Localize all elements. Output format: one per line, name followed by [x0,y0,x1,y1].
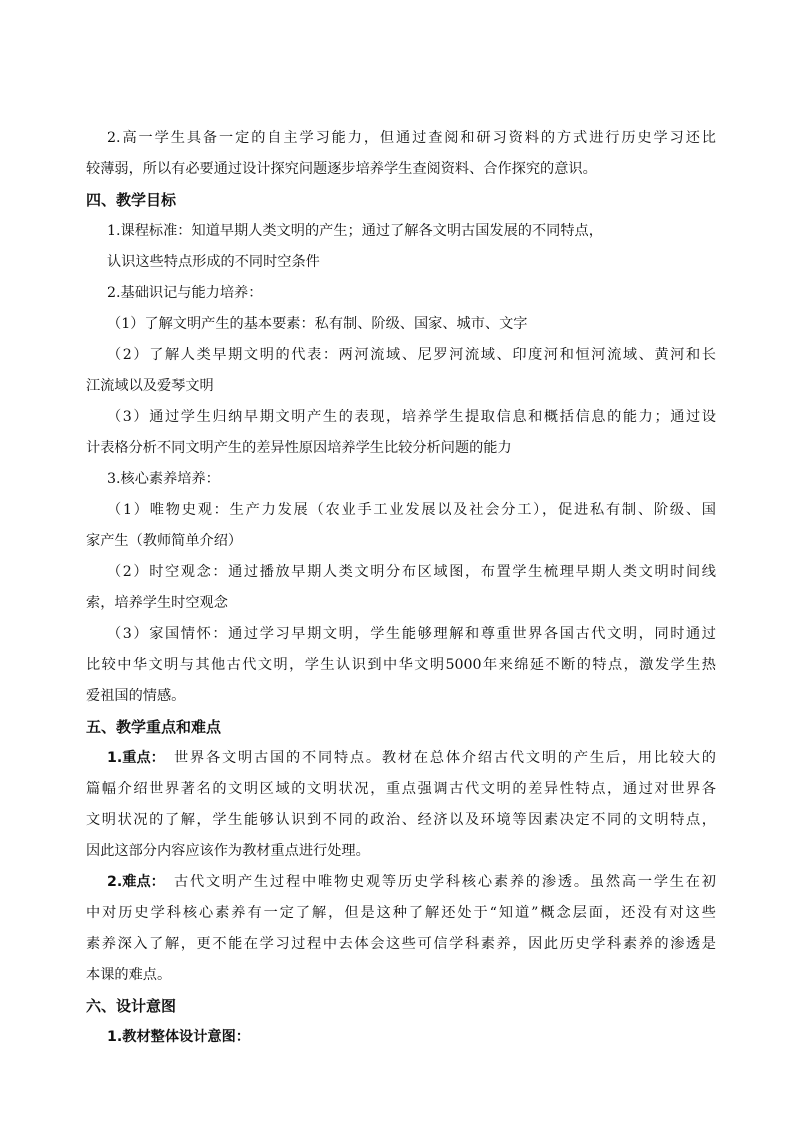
paragraph-line: 2.高一学生具备一定的自主学习能力，但通过查阅和研习资料的方式进行历史学习还比 [107,130,716,146]
paragraph-line: 计表格分析不同文明产生的差异性原因培养学生比较分析问题的能力 [86,440,512,456]
paragraph-line: （3）通过学生归纳早期文明产生的表现，培养学生提取信息和概括信息的能力；通过设 [107,409,716,425]
paragraph-line: 较薄弱，所以有必要通过设计探究问题逐步培养学生查阅资料、合作探究的意识。 [86,161,597,177]
paragraph-line: 江流域以及爱琴文明 [86,378,214,394]
paragraph-line: 认识这些特点形成的不同时空条件 [107,254,320,270]
paragraph-line: 世界各文明古国的不同特点。教材在总体介绍古代文明的产生后，用比较大的 [174,750,716,766]
paragraph-line: 3.核心素养培养： [107,471,220,487]
paragraph-line: （1）唯物史观：生产力发展（农业手工业发展以及社会分工），促进私有制、阶级、国 [107,502,716,518]
paragraph-line: 文明状况的了解，学生能够认识到不同的政治、经济以及环境等因素决定不同的文明特点， [86,812,716,828]
paragraph-line: 家产生（教师简单介绍） [86,533,243,549]
difficulty-label: 2.难点： [107,874,165,890]
paragraph-line: 比较中华文明与其他古代文明，学生认识到中华文明5000年来绵延不断的特点，激发学生热 [86,657,716,673]
section-heading-design-intent: 六、设计意图 [86,997,177,1015]
paragraph-line: 索，培养学生时空观念 [86,595,228,611]
paragraph-line: 古代文明产生过程中唯物史观等历史学科核心素养的渗透。虽然高一学生在初 [174,874,716,890]
paragraph-line: 因此这部分内容应该作为教材重点进行处理。 [86,843,370,859]
section-heading-key-points: 五、教学重点和难点 [86,718,222,736]
paragraph-line: 2.基础识记与能力培养： [107,285,263,301]
sub-heading-textbook-design: 1.教材整体设计意图： [107,1029,250,1045]
paragraph-line: 本课的难点。 [86,967,172,983]
section-heading-objectives: 四、教学目标 [86,191,177,209]
key-point-label: 1.重点： [107,750,165,766]
paragraph-line: 篇幅介绍世界著名的文明区域的文明状况，重点强调古代文明的差异性特点，通过对世界各 [86,781,716,797]
paragraph-line: 素养深入了解，更不能在学习过程中去体会这些可信学科素养，因此历史学科素养的渗透是 [86,936,716,952]
paragraph-line: （2）了解人类早期文明的代表：两河流域、尼罗河流域、印度河和恒河流域、黄河和长 [107,347,716,363]
paragraph-line: 爱祖国的情感。 [86,688,186,704]
paragraph-line: （1）了解文明产生的基本要素：私有制、阶级、国家、城市、文字 [107,316,528,332]
paragraph-line: （2）时空观念：通过播放早期人类文明分布区域图，布置学生梳理早期人类文明时间线 [107,564,716,580]
paragraph-line: 中对历史学科核心素养有一定了解，但是这种了解还处于“知道”概念层面，还没有对这些 [86,905,716,921]
paragraph-line: （3）家国情怀：通过学习早期文明，学生能够理解和尊重世界各国古代文明，同时通过 [107,626,716,642]
paragraph-line: 1.课程标准：知道早期人类文明的产生；通过了解各文明古国发展的不同特点， [107,223,603,239]
